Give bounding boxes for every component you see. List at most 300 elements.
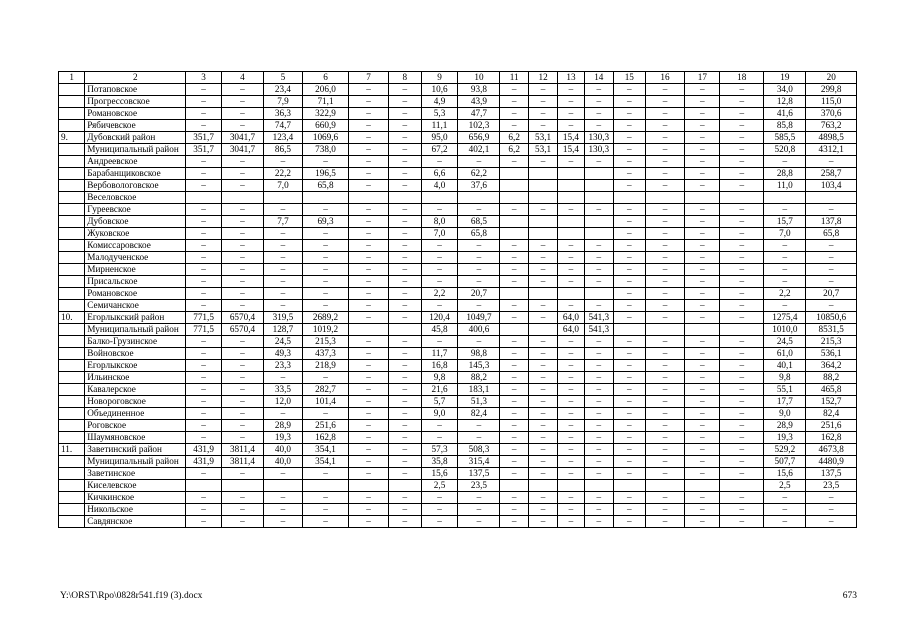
value-cell: – <box>614 396 646 408</box>
value-cell: – <box>584 444 613 456</box>
value-cell: – <box>584 336 613 348</box>
value-cell: 40,0 <box>263 456 302 468</box>
value-cell: – <box>389 312 422 324</box>
value-cell: – <box>186 96 222 108</box>
value-cell <box>558 288 584 300</box>
value-cell: – <box>263 504 302 516</box>
value-cell: – <box>720 84 764 96</box>
value-cell: – <box>186 180 222 192</box>
value-cell: – <box>614 204 646 216</box>
table-row <box>59 240 857 252</box>
value-cell: – <box>458 420 500 432</box>
value-cell: – <box>389 348 422 360</box>
value-cell: 4673,8 <box>806 444 857 456</box>
value-cell: – <box>302 408 348 420</box>
value-cell: – <box>584 96 613 108</box>
value-cell: 11,0 <box>764 180 806 192</box>
value-cell: – <box>500 420 528 432</box>
row-number-cell <box>59 84 85 96</box>
value-cell: – <box>221 96 263 108</box>
value-cell: – <box>584 84 613 96</box>
value-cell: 123,4 <box>263 132 302 144</box>
value-cell: – <box>584 408 613 420</box>
value-cell: 11,7 <box>421 348 458 360</box>
value-cell: – <box>389 120 422 132</box>
value-cell: – <box>614 360 646 372</box>
value-cell: – <box>186 252 222 264</box>
table-row <box>59 384 857 396</box>
table-row <box>59 516 857 528</box>
row-number-cell <box>59 204 85 216</box>
value-cell <box>349 480 389 492</box>
value-cell: – <box>764 156 806 168</box>
value-cell <box>500 192 528 204</box>
value-cell: 64,0 <box>558 312 584 324</box>
table-row <box>59 144 857 156</box>
value-cell: – <box>558 408 584 420</box>
name-cell: Заветинское <box>85 468 186 480</box>
value-cell: – <box>221 300 263 312</box>
value-cell <box>500 480 528 492</box>
value-cell: – <box>558 240 584 252</box>
value-cell: – <box>584 264 613 276</box>
value-cell: – <box>614 168 646 180</box>
value-cell: – <box>500 336 528 348</box>
value-cell: 6,2 <box>500 132 528 144</box>
value-cell: – <box>458 204 500 216</box>
value-cell: – <box>500 276 528 288</box>
value-cell: – <box>458 276 500 288</box>
row-number-cell <box>59 372 85 384</box>
value-cell: – <box>500 396 528 408</box>
value-cell <box>302 192 348 204</box>
value-cell: 82,4 <box>806 408 857 420</box>
value-cell <box>558 480 584 492</box>
table-row <box>59 288 857 300</box>
value-cell: 282,7 <box>302 384 348 396</box>
value-cell: 1010,0 <box>764 324 806 336</box>
value-cell: 4898,5 <box>806 132 857 144</box>
row-number-cell <box>59 252 85 264</box>
value-cell: – <box>458 156 500 168</box>
value-cell: 7,0 <box>764 228 806 240</box>
value-cell: – <box>349 168 389 180</box>
value-cell: – <box>458 504 500 516</box>
value-cell: – <box>421 276 458 288</box>
value-cell: 15,4 <box>558 144 584 156</box>
table-row <box>59 372 857 384</box>
value-cell: – <box>458 492 500 504</box>
value-cell: – <box>685 372 720 384</box>
value-cell: – <box>720 132 764 144</box>
value-cell: – <box>349 468 389 480</box>
name-cell: Муниципальный район <box>85 144 186 156</box>
value-cell: 9,8 <box>421 372 458 384</box>
value-cell <box>685 192 720 204</box>
value-cell: – <box>389 240 422 252</box>
value-cell: – <box>558 120 584 132</box>
value-cell: – <box>389 84 422 96</box>
value-cell <box>500 180 528 192</box>
table-row <box>59 156 857 168</box>
value-cell: – <box>645 372 685 384</box>
value-cell: – <box>389 408 422 420</box>
value-cell: 22,2 <box>263 168 302 180</box>
value-cell: 507,7 <box>764 456 806 468</box>
value-cell: – <box>806 264 857 276</box>
value-cell: 88,2 <box>806 372 857 384</box>
value-cell <box>645 324 685 336</box>
value-cell: – <box>389 132 422 144</box>
value-cell: 7,9 <box>263 96 302 108</box>
value-cell: – <box>221 504 263 516</box>
value-cell: 258,7 <box>806 168 857 180</box>
value-cell: 2,5 <box>421 480 458 492</box>
value-cell: – <box>614 312 646 324</box>
value-cell: 15,4 <box>558 132 584 144</box>
value-cell: 251,6 <box>302 420 348 432</box>
value-cell: – <box>221 264 263 276</box>
row-number-cell: 9. <box>59 132 85 144</box>
value-cell: – <box>349 456 389 468</box>
value-cell: – <box>528 108 557 120</box>
name-cell: Мирненское <box>85 264 186 276</box>
value-cell: – <box>720 456 764 468</box>
value-cell: – <box>349 372 389 384</box>
value-cell: – <box>720 420 764 432</box>
row-number-cell <box>59 516 85 528</box>
value-cell: – <box>349 144 389 156</box>
value-cell: – <box>720 216 764 228</box>
value-cell: – <box>500 156 528 168</box>
row-number-cell <box>59 468 85 480</box>
value-cell: – <box>528 360 557 372</box>
value-cell: – <box>500 456 528 468</box>
value-cell: – <box>806 204 857 216</box>
header-cell: 5 <box>263 72 302 84</box>
value-cell: – <box>389 432 422 444</box>
value-cell: – <box>349 108 389 120</box>
value-cell <box>528 180 557 192</box>
value-cell: – <box>458 516 500 528</box>
value-cell: 71,1 <box>302 96 348 108</box>
value-cell: – <box>685 516 720 528</box>
value-cell: 82,4 <box>458 408 500 420</box>
value-cell: – <box>421 204 458 216</box>
name-cell: Заветинский район <box>85 444 186 456</box>
value-cell: – <box>500 432 528 444</box>
value-cell: – <box>186 420 222 432</box>
value-cell: – <box>528 156 557 168</box>
header-cell: 3 <box>186 72 222 84</box>
value-cell: – <box>186 300 222 312</box>
value-cell: – <box>584 384 613 396</box>
value-cell: 1049,7 <box>458 312 500 324</box>
name-cell: Савдянское <box>85 516 186 528</box>
value-cell <box>389 324 422 336</box>
value-cell: – <box>528 492 557 504</box>
value-cell: – <box>720 444 764 456</box>
header-cell: 7 <box>349 72 389 84</box>
value-cell <box>528 480 557 492</box>
name-cell: Балко-Грузинское <box>85 336 186 348</box>
value-cell: – <box>349 132 389 144</box>
value-cell: – <box>263 204 302 216</box>
value-cell: – <box>645 264 685 276</box>
header-cell: 19 <box>764 72 806 84</box>
value-cell: – <box>221 216 263 228</box>
value-cell: – <box>645 456 685 468</box>
name-cell: Присальское <box>85 276 186 288</box>
name-cell: Гуреевское <box>85 204 186 216</box>
value-cell <box>584 180 613 192</box>
row-number-cell <box>59 504 85 516</box>
value-cell: – <box>720 180 764 192</box>
row-number-cell: 11. <box>59 444 85 456</box>
value-cell: – <box>500 372 528 384</box>
value-cell: 102,3 <box>458 120 500 132</box>
name-cell: Барабанщиковское <box>85 168 186 180</box>
value-cell: – <box>389 492 422 504</box>
header-cell: 12 <box>528 72 557 84</box>
value-cell: – <box>720 168 764 180</box>
value-cell: – <box>500 492 528 504</box>
value-cell: – <box>614 336 646 348</box>
value-cell: – <box>720 276 764 288</box>
value-cell: 40,0 <box>263 444 302 456</box>
value-cell: – <box>645 276 685 288</box>
value-cell: – <box>221 360 263 372</box>
value-cell: – <box>720 408 764 420</box>
value-cell <box>720 480 764 492</box>
value-cell: – <box>685 456 720 468</box>
value-cell: – <box>500 360 528 372</box>
value-cell: – <box>302 300 348 312</box>
value-cell: – <box>221 288 263 300</box>
value-cell: 206,0 <box>302 84 348 96</box>
value-cell: – <box>221 168 263 180</box>
header-cell: 13 <box>558 72 584 84</box>
table-row <box>59 408 857 420</box>
value-cell <box>558 180 584 192</box>
value-cell: 3811,4 <box>221 444 263 456</box>
value-cell: – <box>302 204 348 216</box>
value-cell: 19,3 <box>263 432 302 444</box>
value-cell: – <box>764 240 806 252</box>
value-cell: – <box>500 84 528 96</box>
value-cell <box>685 324 720 336</box>
value-cell: – <box>500 252 528 264</box>
value-cell: – <box>720 360 764 372</box>
header-cell: 18 <box>720 72 764 84</box>
value-cell: – <box>806 252 857 264</box>
value-cell: 351,7 <box>186 132 222 144</box>
value-cell: – <box>186 108 222 120</box>
value-cell: 49,3 <box>263 348 302 360</box>
value-cell: – <box>389 516 422 528</box>
value-cell: – <box>720 468 764 480</box>
value-cell: 508,3 <box>458 444 500 456</box>
header-cell: 14 <box>584 72 613 84</box>
value-cell: – <box>221 372 263 384</box>
value-cell: – <box>558 108 584 120</box>
name-cell: Ильинское <box>85 372 186 384</box>
value-cell: – <box>263 372 302 384</box>
value-cell: 5,3 <box>421 108 458 120</box>
value-cell: 57,3 <box>421 444 458 456</box>
value-cell: – <box>806 516 857 528</box>
name-cell: Егорлыкский район <box>85 312 186 324</box>
value-cell <box>614 480 646 492</box>
value-cell: – <box>528 300 557 312</box>
value-cell <box>349 324 389 336</box>
value-cell: 41,6 <box>764 108 806 120</box>
header-cell: 11 <box>500 72 528 84</box>
table-row <box>59 324 857 336</box>
table-row <box>59 420 857 432</box>
value-cell: 61,0 <box>764 348 806 360</box>
value-cell <box>458 192 500 204</box>
value-cell: – <box>645 312 685 324</box>
value-cell: – <box>186 372 222 384</box>
value-cell: – <box>389 228 422 240</box>
value-cell: – <box>685 420 720 432</box>
value-cell: – <box>584 348 613 360</box>
value-cell: – <box>349 240 389 252</box>
row-number-cell <box>59 216 85 228</box>
row-number-cell <box>59 180 85 192</box>
value-cell: 8531,5 <box>806 324 857 336</box>
value-cell: – <box>645 204 685 216</box>
table-row <box>59 192 857 204</box>
value-cell <box>806 192 857 204</box>
value-cell: – <box>645 444 685 456</box>
value-cell: – <box>558 84 584 96</box>
value-cell: 354,1 <box>302 444 348 456</box>
value-cell: – <box>389 336 422 348</box>
value-cell: – <box>685 468 720 480</box>
value-cell: – <box>186 228 222 240</box>
value-cell: – <box>614 288 646 300</box>
value-cell: 215,3 <box>302 336 348 348</box>
value-cell: 88,2 <box>458 372 500 384</box>
value-cell: – <box>685 180 720 192</box>
value-cell: – <box>528 396 557 408</box>
value-cell: – <box>458 264 500 276</box>
value-cell: 24,5 <box>263 336 302 348</box>
value-cell: – <box>458 240 500 252</box>
value-cell: – <box>584 360 613 372</box>
value-cell: – <box>720 372 764 384</box>
table-row <box>59 396 857 408</box>
value-cell: 520,8 <box>764 144 806 156</box>
value-cell: – <box>349 336 389 348</box>
value-cell: – <box>685 204 720 216</box>
value-cell: – <box>645 168 685 180</box>
value-cell: 103,4 <box>806 180 857 192</box>
value-cell: – <box>349 396 389 408</box>
value-cell <box>584 228 613 240</box>
name-cell: Комиссаровское <box>85 240 186 252</box>
value-cell: – <box>349 276 389 288</box>
name-cell: Малодученское <box>85 252 186 264</box>
value-cell: – <box>720 300 764 312</box>
value-cell: – <box>558 456 584 468</box>
value-cell: – <box>720 96 764 108</box>
value-cell: 21,6 <box>421 384 458 396</box>
value-cell: – <box>263 300 302 312</box>
value-cell: 37,6 <box>458 180 500 192</box>
value-cell: 28,9 <box>764 420 806 432</box>
value-cell: 28,9 <box>263 420 302 432</box>
value-cell: – <box>186 360 222 372</box>
value-cell <box>186 480 222 492</box>
value-cell: 196,5 <box>302 168 348 180</box>
value-cell: 6,2 <box>500 144 528 156</box>
value-cell: – <box>558 204 584 216</box>
value-cell: – <box>221 120 263 132</box>
value-cell: – <box>614 372 646 384</box>
value-cell: – <box>389 372 422 384</box>
value-cell: 53,1 <box>528 144 557 156</box>
value-cell: – <box>221 396 263 408</box>
value-cell: 40,1 <box>764 360 806 372</box>
value-cell: – <box>685 84 720 96</box>
value-cell: – <box>389 384 422 396</box>
value-cell: 7,7 <box>263 216 302 228</box>
value-cell: – <box>764 252 806 264</box>
data-table <box>58 71 857 528</box>
value-cell: 8,0 <box>421 216 458 228</box>
value-cell: 319,5 <box>263 312 302 324</box>
value-cell: – <box>500 408 528 420</box>
value-cell: – <box>528 120 557 132</box>
table-row <box>59 180 857 192</box>
value-cell: – <box>349 96 389 108</box>
value-cell <box>584 288 613 300</box>
value-cell: – <box>685 120 720 132</box>
value-cell: – <box>685 408 720 420</box>
row-number-cell: 10. <box>59 312 85 324</box>
value-cell: – <box>720 204 764 216</box>
value-cell: 354,1 <box>302 456 348 468</box>
value-cell: – <box>349 84 389 96</box>
header-cell: 1 <box>59 72 85 84</box>
name-cell: Семичанское <box>85 300 186 312</box>
value-cell: – <box>421 492 458 504</box>
value-cell: 24,5 <box>764 336 806 348</box>
value-cell: 128,7 <box>263 324 302 336</box>
value-cell: – <box>528 312 557 324</box>
row-number-cell <box>59 192 85 204</box>
value-cell: 1275,4 <box>764 312 806 324</box>
value-cell: – <box>186 276 222 288</box>
value-cell: – <box>558 420 584 432</box>
value-cell: 3041,7 <box>221 132 263 144</box>
value-cell: – <box>349 252 389 264</box>
value-cell: – <box>614 84 646 96</box>
value-cell: – <box>263 276 302 288</box>
table-row <box>59 468 857 480</box>
value-cell: – <box>645 408 685 420</box>
value-cell: 65,8 <box>806 228 857 240</box>
value-cell: – <box>302 156 348 168</box>
value-cell: – <box>349 492 389 504</box>
value-cell <box>302 480 348 492</box>
value-cell: 95,0 <box>421 132 458 144</box>
row-number-cell <box>59 96 85 108</box>
value-cell: 20,7 <box>458 288 500 300</box>
